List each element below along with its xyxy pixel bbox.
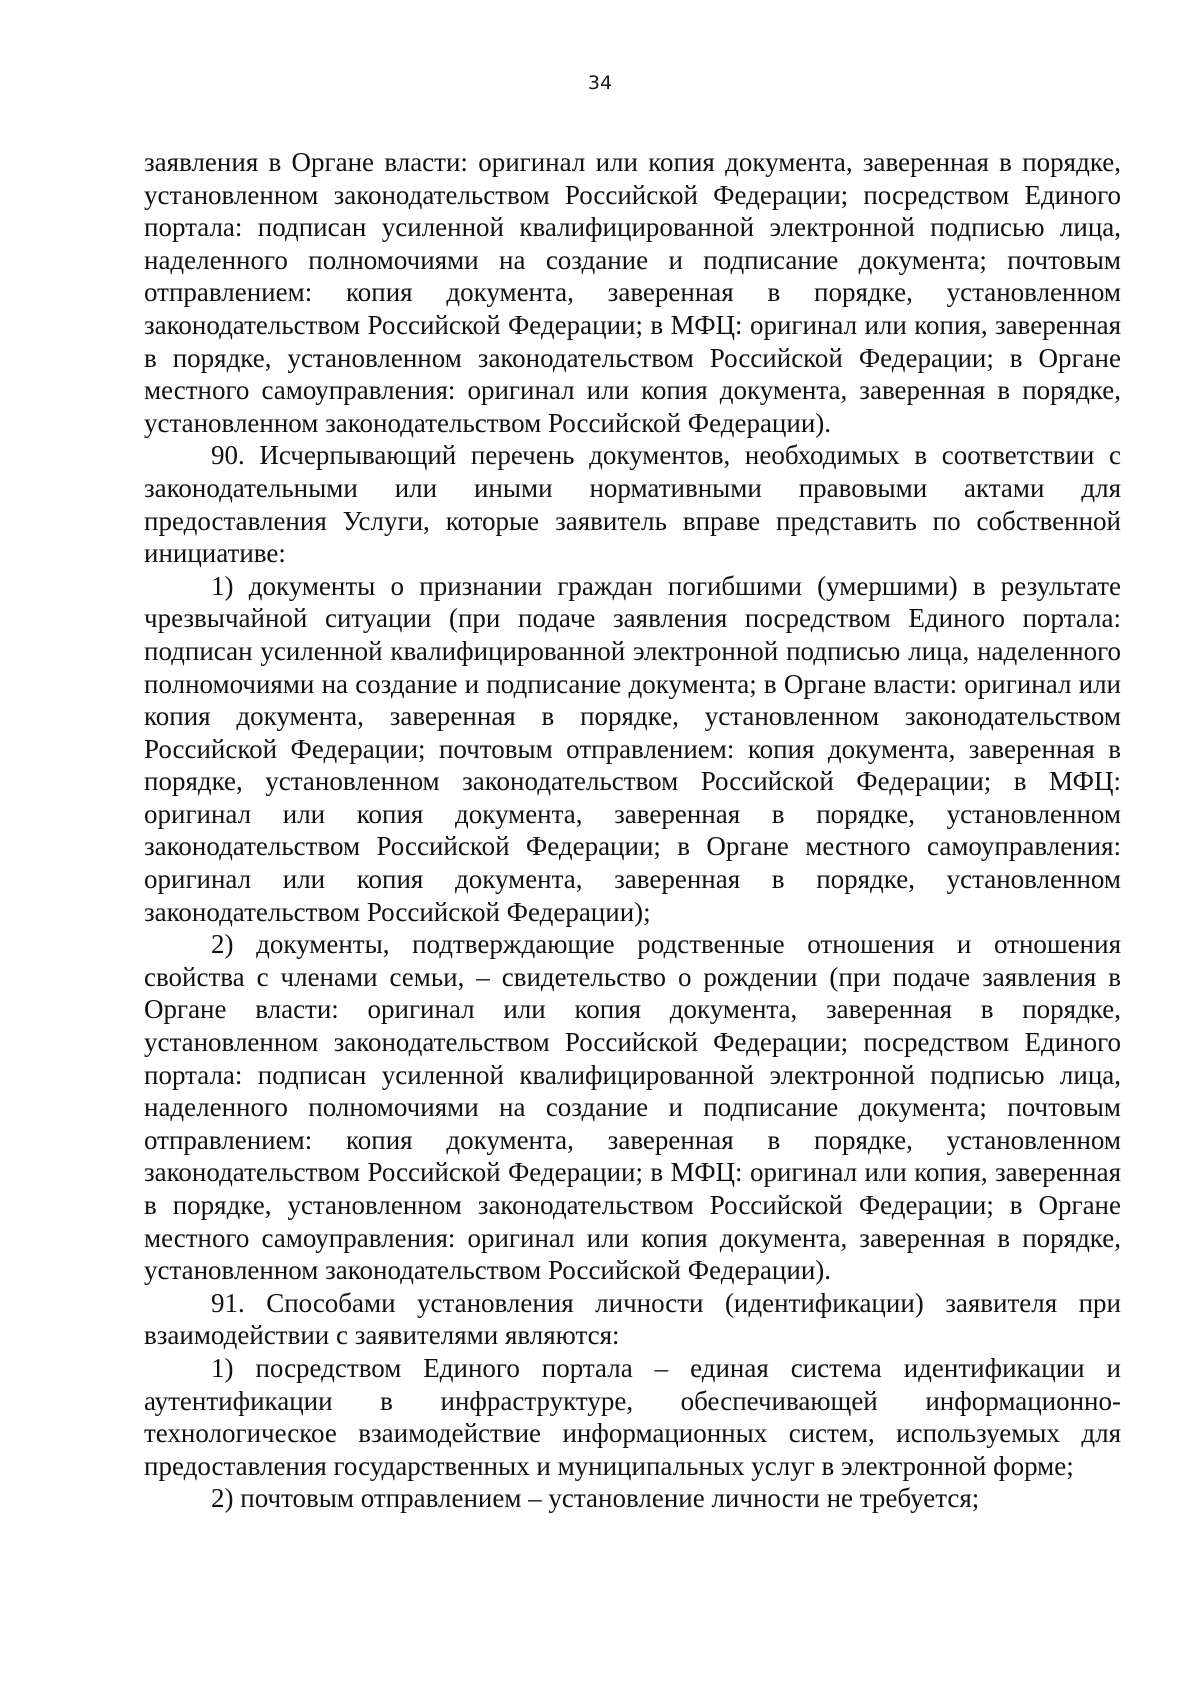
paragraph-continuation: заявления в Органе власти: оригинал или копия документа, заверенная в порядке, установленном законодательством Российской Федерации; посредством Единого портала: подписан усиленной квалифицированной электронной подписью лица, наделенного полномочиями на создание и подписание документа; почтовым отправлением: копия документа, заверенная в порядке, установленном законодательством Российской Федерации; в МФЦ: оригинал или копия, заверенная в порядке, установленном законодательством Российской Федерации; в Органе местного самоуправления: оригинал или копия документа, заверенная в порядке, установленном законодательством Российской Федерации). bbox=[144, 147, 1121, 438]
paragraph-90-item-2: 2) документы, подтверждающие родственные отношения и отношения свойства с членами семьи, – свидетельство о рождении (при подаче заявления в Органе власти: оригинал или копия документа, заверенная в порядке, установленном законодательством Российской Федерации; посредством Единого портала: подписан усиленной квалифицированной электронной подписью лица, наделенного полномочиями на создание и подписание документа; почтовым отправлением: копия документа, заверенная в порядке, установленном законодательством Российской Федерации; в МФЦ: оригинал или копия, заверенная в порядке, установленном законодательством Российской Федерации; в Органе местного самоуправления: оригинал или копия документа, заверенная в порядке, установленном законодательством Российской Федерации). bbox=[144, 929, 1121, 1286]
paragraph-91-item-1: 1) посредством Единого портала – единая система идентификации и аутентификации в инфраструктуре, обеспечивающей информационно-технологическое взаимодействие информационных систем, используемых для предоставления государственных и муниципальных услуг в электронной форме; bbox=[144, 1352, 1121, 1481]
page-number: 34 bbox=[587, 72, 613, 94]
paragraph-90-item-1: 1) документы о признании граждан погибшими (умершими) в результате чрезвычайной ситуации (при подаче заявления посредством Единого портала: подписан усиленной квалифицированной электронной подписью лица, наделенного полномочиями на создание и подписание документа; в Органе власти: оригинал или копия документа, заверенная в порядке, установленном законодательством Российской Федерации; почтовым отправлением: копия документа, заверенная в порядке, установленном законодательством Российской Федерации; в МФЦ: оригинал или копия документа, заверенная в порядке, установленном законодательством Российской Федерации; в Органе местного самоуправления: оригинал или копия документа, заверенная в порядке, установленном законодательством Российской Федерации); bbox=[144, 570, 1121, 927]
document-body bbox=[144, 146, 1121, 1515]
paragraph-91: 91. Способами установления личности (идентификации) заявителя при взаимодействии с заявителями являются: bbox=[144, 1287, 1121, 1351]
paragraph-90: 90. Исчерпывающий перечень документов, необходимых в соответствии с законодательными или иными нормативными правовыми актами для предоставления Услуги, которые заявитель вправе представить по собственной инициативе: bbox=[144, 440, 1121, 569]
paragraph-91-item-2: 2) почтовым отправлением – установление личности не требуется; bbox=[211, 1483, 980, 1514]
